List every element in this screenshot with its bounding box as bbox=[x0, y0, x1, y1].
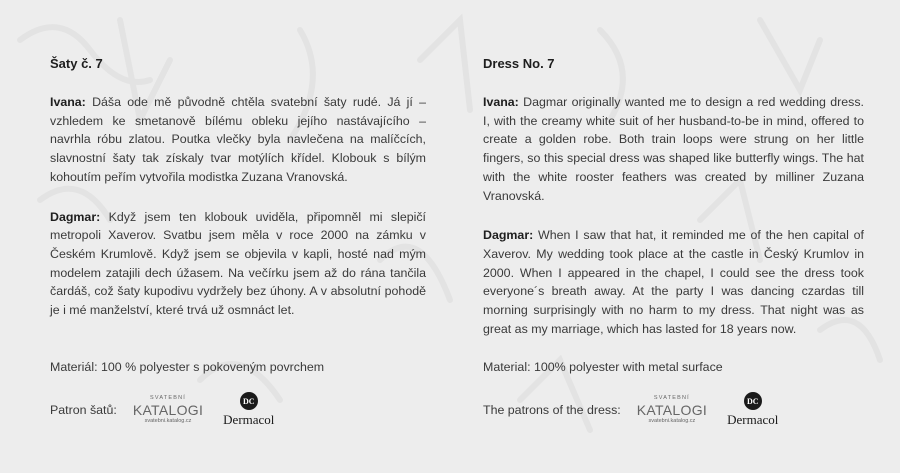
dermacol-logo: DC Dermacol bbox=[223, 392, 274, 428]
ivana-text-cz: Dáša ode mě původně chtěla svatební šaty rudé. Já jí – vzhledem ke smetanově bílému obleku jejího nastávajícího – navrhla róbu zlatou. Poutka vlečky byla navlečena na malíčcích, slavnostní šaty tak získaly tvar motýlích křídel. Klobouk s bílým kohoutím peřím vytvořila modistka Zuzana Vranovská. bbox=[50, 95, 426, 184]
dagmar-paragraph-cz bbox=[50, 208, 426, 320]
czech-column bbox=[50, 56, 426, 427]
speaker-ivana-en: Ivana: bbox=[483, 95, 519, 109]
speaker-dagmar-cz: Dagmar: bbox=[50, 209, 101, 224]
patron-row-en bbox=[483, 392, 778, 428]
speaker-ivana-cz: Ivana: bbox=[50, 95, 86, 109]
ivana-paragraph-cz bbox=[50, 93, 426, 187]
ivana-paragraph-en bbox=[483, 93, 864, 205]
patron-label-en: The patrons of the dress: bbox=[483, 403, 621, 417]
patron-row-cz bbox=[50, 392, 274, 428]
english-column bbox=[483, 56, 864, 427]
katalogi-logo: SVATEBNÍ KATALOGI svatebni.katalog.cz bbox=[636, 395, 708, 424]
dress-title-cz: Šaty č. 7 bbox=[50, 56, 103, 71]
patron-label-cz: Patron šatů: bbox=[50, 403, 117, 417]
material-en: Material: 100% polyester with metal surface bbox=[483, 360, 723, 374]
dagmar-paragraph-en bbox=[483, 226, 864, 338]
ivana-text-en: Dagmar originally wanted me to design a red wedding dress. I, with the creamy white suit of her husband-to-be in mind, offered to create a golden robe. Both train loops were strung on her little fingers, so this special dress was shaped like butterfly wings. The hat with the white rooster feathers was created by milliner Zuzana Vranovská. bbox=[483, 95, 864, 203]
material-cz: Materiál: 100 % polyester s pokoveným povrchem bbox=[50, 360, 325, 374]
dermacol-seal-icon: DC bbox=[744, 392, 762, 410]
dagmar-text-cz: Když jsem ten klobouk uviděla, připomněl mi slepičí metropoli Xaverov. Svatbu jsem měla v roce 2000 na zámku v Českém Krumlově. Když jsem se objevila v kapli, hosté nad mým modelem zatajili dech úžasem. Na večírku jsem až do rána tančila čardáš, což šaty kupodivu vydržely bez úhony. A v absolutní pohodě je i mé manželství, které trvá už osmnáct let. bbox=[50, 209, 426, 318]
dress-title-en: Dress No. 7 bbox=[483, 56, 555, 71]
dermacol-seal-icon: DC bbox=[240, 392, 258, 410]
dagmar-text-en: When I saw that hat, it reminded me of the hen capital of Xaverov. My wedding took place at the castle in Český Krumlov in 2000. When I appeared in the chapel, I could see the dress took everyone´s breath away. At the party I was dancing czardas till morning surprisingly with no harm to my dress. That night was as great as my marriage, which has lasted for 18 years now. bbox=[483, 228, 864, 336]
dermacol-logo: DC Dermacol bbox=[727, 392, 778, 428]
speaker-dagmar-en: Dagmar: bbox=[483, 228, 534, 243]
katalogi-logo: SVATEBNÍ KATALOGI svatebni.katalog.cz bbox=[132, 395, 204, 424]
